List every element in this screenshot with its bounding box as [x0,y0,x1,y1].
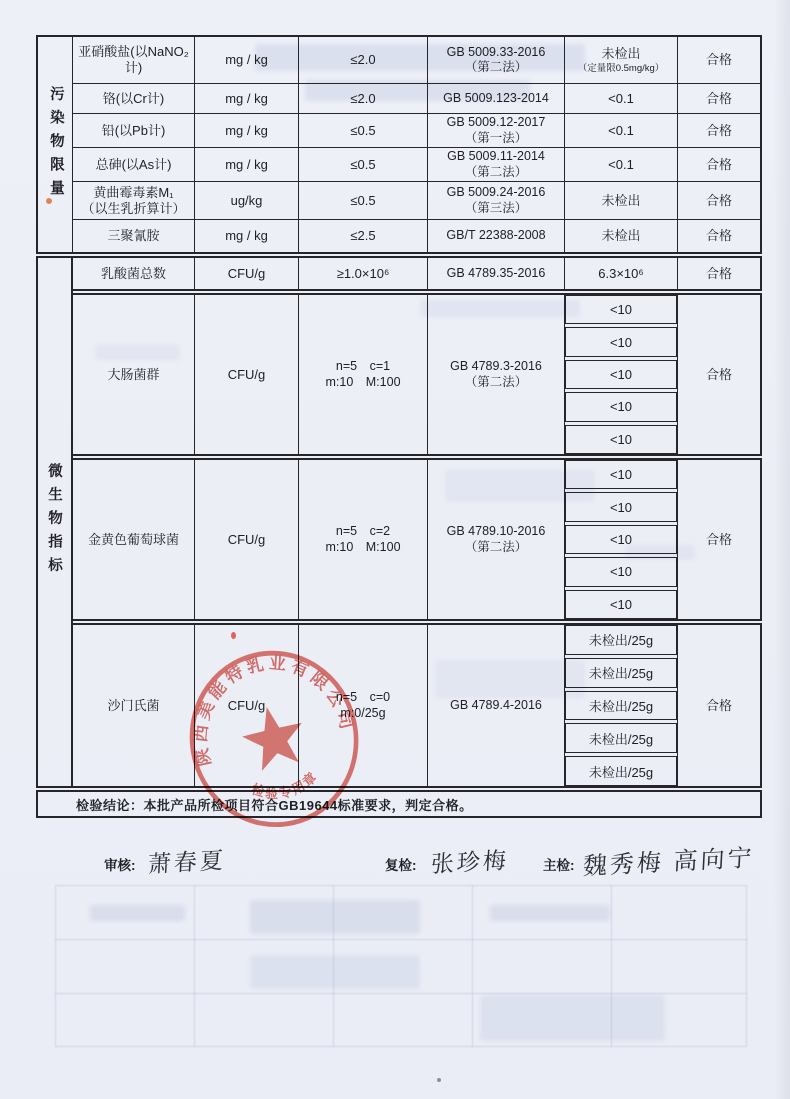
result-text: <10 [609,399,633,415]
method-line1: GB/T 22388-2008 [446,228,546,243]
unit-cell [195,114,299,148]
method-line2: （第三法） [464,200,528,215]
method-cell [428,625,565,786]
method-line2: （第二法） [464,164,528,179]
result-note: （定量限0.5mg/kg） [577,62,665,74]
result-text: <10 [609,467,633,483]
conclusion-cell [678,37,760,84]
limit-line2: m:10 M:100 [325,539,401,554]
limit-cell [299,220,428,252]
chief-inspector-signature-block [543,842,756,881]
reviewer-label: 审核: [104,858,136,873]
unit-cell [195,182,299,220]
limit-cell [299,182,428,220]
chief-inspector-label: 主检: [543,858,575,873]
result-text: 未检出/25g [588,633,654,649]
limit-cell [299,295,428,454]
paper-edge-shadow [774,0,790,1099]
method-cell [428,114,565,148]
item-cell [73,84,195,114]
result-cell [565,220,678,252]
limit-line1: n=5 c=1 [335,359,391,374]
item-text: 沙门氏菌 [107,697,160,713]
result-text: <10 [609,431,633,447]
result-cell [565,258,678,289]
conclusion-text: 合格 [705,366,732,382]
item-cell [73,258,195,289]
result-subcell [565,425,677,454]
result-text: <0.1 [608,122,634,138]
conclusion-text: 合格 [705,122,732,138]
limit-text: ≤0.5 [350,156,376,172]
conclusion-text: 合格 [705,697,732,713]
item-cell [73,460,195,619]
limit-cell [299,258,428,289]
limit-text: ≤0.5 [350,122,376,138]
item-cell [73,182,195,220]
unit-cell [195,258,299,289]
method-line2: （第一法） [464,130,528,145]
unit-cell [195,220,299,252]
unit-cell [195,460,299,619]
micro-group-staph-aureus [71,458,762,621]
micro-group-coliforms [71,293,762,456]
item-text: 大肠菌群 [107,366,160,382]
result-text: <10 [609,334,633,350]
conclusion-cell [678,114,760,148]
conclusion-text: 合格 [705,192,732,208]
conclusion-cell [678,220,760,252]
conclusion-cell [678,625,760,786]
result-text: 未检出/25g [588,731,654,747]
result-subcell [565,625,677,655]
method-line1: GB 5009.12-2017 [446,115,546,130]
method-cell [428,148,565,182]
category-label-contaminants: 污染物限量 [38,37,73,252]
result-text: 未检出/25g [588,698,654,714]
limit-cell [299,148,428,182]
limit-text: ≥1.0×10⁶ [336,265,390,281]
result-subcell [565,658,677,688]
result-cell [565,37,678,84]
item-text: 亚硝酸盐(以NaNO₂计) [78,44,189,75]
bleedthrough-table-grid [55,885,747,1047]
conclusion-text: 合格 [705,90,732,106]
unit-cell [195,148,299,182]
recheck-signature: 张珍梅 [430,846,510,878]
result-text: <10 [609,367,633,383]
unit-cell [195,37,299,84]
unit-text: CFU/g [227,265,266,281]
item-line2: （以生乳折算计） [81,200,186,216]
result-text: 未检出 [601,192,641,208]
result-subcell [565,590,677,619]
limit-cell [299,84,428,114]
conclusion-cell [678,182,760,220]
unit-text: CFU/g [227,366,266,382]
conclusion-text: 合格 [705,531,732,547]
unit-text: mg / kg [225,228,268,244]
recheck-signature-block [385,844,509,877]
result-subcell [565,295,677,324]
recheck-label: 复检: [385,858,417,873]
result-subcell [565,460,677,489]
result-subcell [565,691,677,721]
unit-cell [195,84,299,114]
limit-cell [299,37,428,84]
result-text: <0.1 [608,156,634,172]
conclusion-cell [678,258,760,289]
unit-text: mg / kg [225,90,268,106]
contaminant-limits-table [36,35,762,254]
method-cell [428,220,565,252]
seal-company-name: 陕西美能特乳业有限公司 [190,652,358,769]
item-cell [73,148,195,182]
unit-text: ug/kg [230,192,263,208]
method-cell [428,460,565,619]
unit-text: CFU/g [227,697,266,713]
ink-speck [437,1078,441,1082]
method-cell [428,37,565,84]
item-text: 金黄色葡萄球菌 [87,531,179,547]
reviewer-signature: 萧春夏 [147,846,227,878]
unit-text: mg / kg [225,52,268,68]
signature-row [0,832,790,888]
result-text: <10 [609,596,633,612]
item-text: 铅(以Pb计) [101,122,166,138]
result-text: <10 [609,532,633,548]
result-subcell [565,557,677,586]
item-text: 总砷(以As计) [95,156,172,172]
limit-line1: n=5 c=2 [335,524,391,539]
inspection-conclusion-row [36,790,762,818]
conclusion-text: 合格 [705,156,732,172]
conclusion-cell [678,148,760,182]
item-cell [73,220,195,252]
result-text: <10 [609,499,633,515]
conclusion-cell [678,295,760,454]
method-line1: GB 4789.3-2016 [450,359,542,374]
result-subcell [565,492,677,521]
method-line1: GB 5009.123-2014 [443,90,549,105]
result-text: <10 [609,564,633,580]
result-cell [565,148,678,182]
method-line1: GB 4789.10-2016 [446,524,546,539]
result-text: 未检出/25g [588,764,654,780]
method-line1: GB 5009.11-2014 [447,149,545,164]
item-cell [73,295,195,454]
method-line1: GB 4789.4-2016 [450,697,542,712]
seal-star-icon [237,700,310,773]
method-line1: GB 5009.33-2016 [446,44,546,59]
result-subcell-stack [565,460,678,619]
method-line2: （第二法） [464,539,528,554]
result-text: <0.1 [608,90,634,106]
limit-line2: m:10 M:100 [325,374,401,389]
result-text: 6.3×10⁶ [598,266,644,281]
method-cell [428,84,565,114]
limit-line1: n=5 c=0 [335,690,391,705]
chief-inspector-signatures: 魏秀梅 高向宁 [582,844,756,881]
svg-text:检验专用章 [247,766,324,808]
result-cell [565,182,678,220]
result-subcell-stack [565,295,678,454]
method-line1: GB 5009.24-2016 [446,185,546,200]
unit-text: mg / kg [225,122,268,138]
conclusion-cell [678,84,760,114]
item-cell [73,114,195,148]
result-subcell [565,756,677,786]
result-text: <10 [609,302,633,318]
conclusion-text: 合格 [705,265,732,281]
seal-caption: 检验专用章 [249,768,321,802]
inspection-conclusion-text: 检验结论：本批产品所检项目符合GB19644标准要求，判定合格。 [76,797,473,813]
limit-cell [299,460,428,619]
result-text: 未检出 [601,228,641,244]
item-text: 三聚氰胺 [107,228,160,244]
limit-line2: m:0/25g [340,705,386,720]
limit-text: ≤0.5 [350,192,376,208]
result-subcell [565,327,677,356]
result-subcell-stack [565,625,678,786]
result-cell [565,114,678,148]
conclusion-cell [678,460,760,619]
item-text: 乳酸菌总数 [100,265,166,281]
unit-text: CFU/g [227,531,266,547]
limit-text: ≤2.5 [350,228,376,244]
result-cell [565,84,678,114]
limit-text: ≤2.0 [350,52,376,68]
microbiology-table [36,256,762,788]
result-subcell [565,723,677,753]
item-line1: 黄曲霉毒素M₁ [93,184,174,200]
result-subcell [565,525,677,554]
limit-text: ≤2.0 [350,90,376,106]
result-subcell [565,360,677,389]
method-line2: （第二法） [464,60,528,74]
conclusion-text: 合格 [705,52,732,68]
result-text: 未检出 [601,45,641,61]
method-line2: （第二法） [464,374,528,389]
unit-text: mg / kg [225,156,268,172]
result-subcell [565,392,677,421]
item-cell [73,37,195,84]
unit-cell [195,295,299,454]
limit-cell [299,114,428,148]
category-label-microbiology: 微生物指标 [36,256,73,788]
micro-group-lactic-acid-bacteria [71,256,762,291]
method-line1: GB 4789.35-2016 [446,265,546,280]
conclusion-text: 合格 [705,228,732,244]
method-cell [428,182,565,220]
item-text: 铬(以Cr计) [102,90,165,106]
result-text: 未检出/25g [588,666,654,682]
method-cell [428,295,565,454]
method-cell [428,258,565,289]
